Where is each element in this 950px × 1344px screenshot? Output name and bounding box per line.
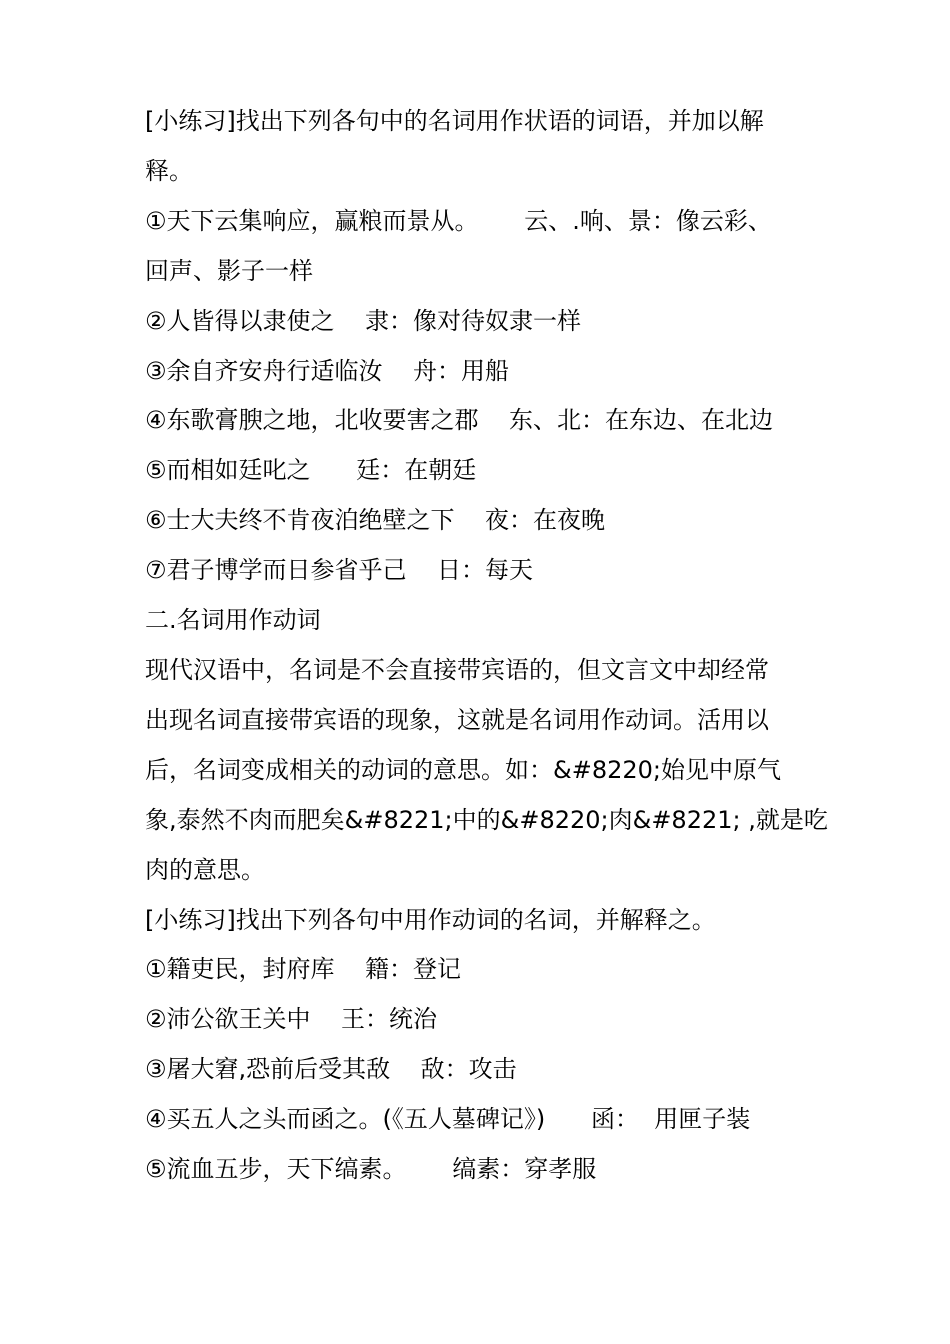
section-heading: 二.名词用作动词 bbox=[145, 606, 321, 635]
text-line: ⑤而相如廷叱之 廷：在朝廷 bbox=[145, 456, 477, 485]
text-line: ②沛公欲王关中 王：统治 bbox=[145, 1005, 438, 1034]
text-line: [小练习]找出下列各句中的名词用作状语的词语，并加以解 bbox=[145, 107, 764, 135]
text-line: 后，名词变成相关的动词的意思。如：&#8220;始见中原气 bbox=[145, 755, 781, 784]
text-line: 现代汉语中，名词是不会直接带宾语的，但文言文中却经常 bbox=[145, 655, 769, 684]
text-line: 象,泰然不肉而肥矣&#8221;中的&#8220;肉&#8221; ,就是吃 bbox=[145, 805, 828, 834]
text-line: 肉的意思。 bbox=[145, 855, 265, 884]
text-line: ②人皆得以隶使之 隶：像对待奴隶一样 bbox=[145, 306, 582, 335]
text-line: ⑤流血五步，天下缟素。 缟素：穿孝服 bbox=[145, 1155, 597, 1184]
document-page bbox=[145, 97, 828, 1195]
text-line: ④东歌膏腴之地，北收要害之郡 东、北：在东边、在北边 bbox=[145, 406, 774, 435]
text-line: 释。 bbox=[145, 156, 193, 185]
text-line: ⑥士大夫终不肯夜泊绝壁之下 夜：在夜晚 bbox=[145, 506, 606, 535]
text-line: ⑦君子博学而日参省乎己 日：每天 bbox=[145, 556, 534, 585]
text-line: ③余自齐安舟行适临汝 舟：用船 bbox=[145, 356, 510, 385]
text-line: ①籍吏民，封府库 籍：登记 bbox=[145, 955, 462, 984]
text-line: 回声、影子一样 bbox=[145, 256, 313, 285]
text-line: 出现名词直接带宾语的现象，这就是名词用作动词。活用以 bbox=[145, 705, 769, 734]
text-line: ④买五人之头而函之。(《五人墓碑记》) 函： 用匣子装 bbox=[145, 1105, 751, 1134]
text-line: ①天下云集响应，赢粮而景从。 云、.响、景：像云彩、 bbox=[145, 206, 772, 235]
text-line: ③屠大窘,恐前后受其敌 敌：攻击 bbox=[145, 1055, 517, 1084]
text-line: [小练习]找出下列各句中用作动词的名词，并解释之。 bbox=[145, 905, 716, 934]
